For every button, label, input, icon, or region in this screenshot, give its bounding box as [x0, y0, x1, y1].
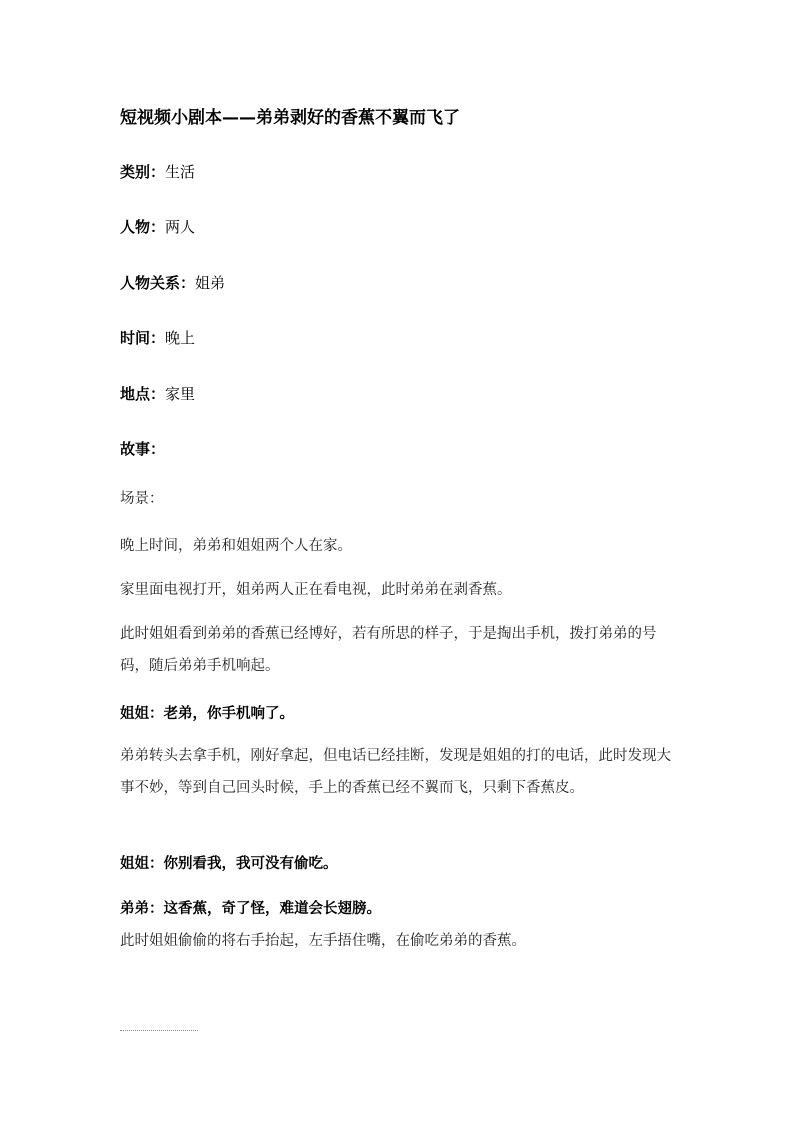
meta-characters-key: 人物： — [120, 218, 166, 236]
meta-relationship-value: 姐弟 — [195, 274, 226, 292]
meta-story — [120, 438, 165, 460]
meta-time-key: 时间： — [120, 329, 166, 347]
story-paragraph: 此时姐姐偷偷的将右手抬起，左手捂住嘴，在偷吃弟弟的香蕉。 — [120, 933, 526, 949]
meta-characters — [120, 216, 195, 238]
story-paragraph: 家里面电视打开，姐弟两人正在看电视，此时弟弟在剥香蕉。 — [120, 582, 512, 598]
footer-divider — [120, 1030, 198, 1031]
meta-category — [120, 161, 195, 183]
story-paragraph: 此时姐姐看到弟弟的香蕉已经博好，若有所思的样子，于是掏出手机，拨打弟弟的号码，随后弟弟手机响起。 — [120, 626, 657, 674]
meta-category-key: 类别： — [120, 163, 166, 181]
story-paragraph: 晚上时间，弟弟和姐姐两个人在家。 — [120, 538, 352, 554]
meta-relationship-key: 人物关系： — [120, 274, 196, 292]
dialogue-line: 姐姐：你别看我，我可没有偷吃。 — [120, 856, 338, 872]
meta-location — [120, 383, 195, 405]
meta-time-value: 晚上 — [165, 329, 196, 347]
scene-label: 场景： — [120, 491, 164, 507]
meta-time — [120, 327, 195, 349]
dialogue-line: 姐姐：老弟，你手机响了。 — [120, 706, 294, 722]
meta-category-value: 生活 — [165, 163, 196, 181]
meta-location-key: 地点： — [120, 385, 166, 403]
document-title: 短视频小剧本——弟弟剥好的香蕉不翼而飞了 — [120, 108, 460, 128]
meta-story-key: 故事： — [120, 440, 166, 458]
story-paragraph: 弟弟转头去拿手机，刚好拿起，但电话已经挂断，发现是姐姐的打的电话，此时发现大事不妙，等到自己回头时候，手上的香蕉已经不翼而飞，只剩下香蕉皮。 — [120, 748, 671, 796]
dialogue-line: 弟弟：这香蕉，奇了怪，难道会长翅膀。 — [120, 901, 381, 917]
meta-characters-value: 两人 — [165, 218, 196, 236]
meta-location-value: 家里 — [165, 385, 196, 403]
meta-relationship — [120, 272, 225, 294]
